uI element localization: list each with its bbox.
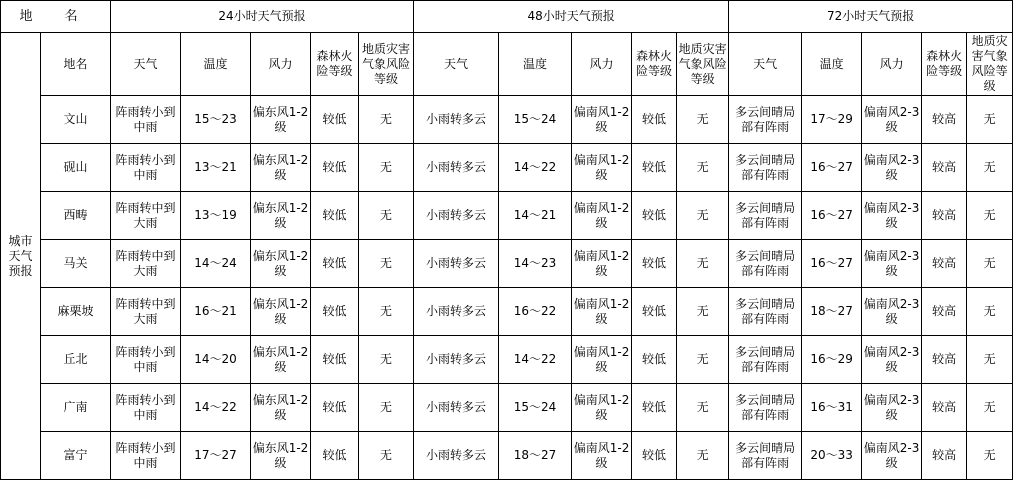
cell-fire-48h: 较低 (632, 336, 677, 384)
cell-temp-48h: 14～22 (499, 144, 572, 192)
subheader-temp-48h: 温度 (499, 33, 572, 96)
cell-weather-72h: 多云间晴局部有阵雨 (729, 144, 802, 192)
table-row (1, 144, 1013, 192)
cell-fire-24h: 较低 (311, 288, 359, 336)
place-header: 地 名 (1, 1, 111, 33)
cell-wind-72h: 偏南风2-3级 (862, 144, 922, 192)
cell-wind-72h: 偏南风2-3级 (862, 336, 922, 384)
cell-geo-72h: 无 (967, 432, 1013, 480)
cell-geo-24h: 无 (359, 288, 414, 336)
cell-wind-24h: 偏东风1-2级 (251, 336, 311, 384)
cell-geo-48h: 无 (677, 288, 729, 336)
cell-temp-72h: 16～27 (802, 240, 862, 288)
cell-wind-24h: 偏东风1-2级 (251, 432, 311, 480)
cell-wind-72h: 偏南风2-3级 (862, 192, 922, 240)
subheader-weather-48h: 天气 (414, 33, 499, 96)
cell-geo-48h: 无 (677, 96, 729, 144)
cell-wind-72h: 偏南风2-3级 (862, 288, 922, 336)
table-row (1, 192, 1013, 240)
cell-temp-48h: 14～22 (499, 336, 572, 384)
cell-weather-48h: 小雨转多云 (414, 432, 499, 480)
cell-weather-24h: 阵雨转小到中雨 (111, 432, 181, 480)
cell-fire-48h: 较低 (632, 192, 677, 240)
cell-weather-24h: 阵雨转小到中雨 (111, 336, 181, 384)
city-name: 马关 (41, 240, 111, 288)
cell-weather-48h: 小雨转多云 (414, 240, 499, 288)
table-row (1, 240, 1013, 288)
cell-weather-48h: 小雨转多云 (414, 384, 499, 432)
cell-geo-24h: 无 (359, 96, 414, 144)
cell-wind-48h: 偏南风1-2级 (572, 240, 632, 288)
cell-weather-48h: 小雨转多云 (414, 96, 499, 144)
cell-fire-48h: 较低 (632, 432, 677, 480)
cell-weather-48h: 小雨转多云 (414, 192, 499, 240)
cell-temp-48h: 14～23 (499, 240, 572, 288)
subheader-temp-72h: 温度 (802, 33, 862, 96)
cell-weather-72h: 多云间晴局部有阵雨 (729, 432, 802, 480)
cell-fire-72h: 较高 (922, 240, 967, 288)
cell-geo-72h: 无 (967, 384, 1013, 432)
cell-temp-72h: 16～31 (802, 384, 862, 432)
cell-geo-72h: 无 (967, 144, 1013, 192)
cell-wind-24h: 偏东风1-2级 (251, 192, 311, 240)
cell-geo-72h: 无 (967, 96, 1013, 144)
city-name: 丘北 (41, 336, 111, 384)
cell-weather-24h: 阵雨转中到大雨 (111, 192, 181, 240)
cell-geo-24h: 无 (359, 336, 414, 384)
subheader-geo-24h: 地质灾害气象风险等级 (359, 33, 414, 96)
cell-wind-72h: 偏南风2-3级 (862, 240, 922, 288)
cell-fire-24h: 较低 (311, 336, 359, 384)
cell-temp-72h: 20～33 (802, 432, 862, 480)
cell-wind-48h: 偏南风1-2级 (572, 432, 632, 480)
cell-temp-24h: 14～24 (181, 240, 251, 288)
cell-temp-48h: 16～22 (499, 288, 572, 336)
cell-wind-48h: 偏南风1-2级 (572, 384, 632, 432)
cell-temp-72h: 16～27 (802, 144, 862, 192)
cell-fire-24h: 较低 (311, 384, 359, 432)
cell-wind-48h: 偏南风1-2级 (572, 288, 632, 336)
subheader-wind-24h: 风力 (251, 33, 311, 96)
subheader-geo-48h: 地质灾害气象风险等级 (677, 33, 729, 96)
cell-fire-24h: 较低 (311, 144, 359, 192)
cell-geo-24h: 无 (359, 144, 414, 192)
cell-weather-24h: 阵雨转小到中雨 (111, 96, 181, 144)
cell-wind-24h: 偏东风1-2级 (251, 240, 311, 288)
cell-wind-72h: 偏南风2-3级 (862, 384, 922, 432)
cell-geo-24h: 无 (359, 384, 414, 432)
cell-fire-24h: 较低 (311, 240, 359, 288)
cell-fire-72h: 较高 (922, 432, 967, 480)
cell-weather-72h: 多云间晴局部有阵雨 (729, 288, 802, 336)
table-row (1, 288, 1013, 336)
subheader-geo-72h: 地质灾害气象风险等级 (967, 33, 1013, 96)
cell-weather-48h: 小雨转多云 (414, 288, 499, 336)
subheader-fire-24h: 森林火险等级 (311, 33, 359, 96)
cell-geo-72h: 无 (967, 192, 1013, 240)
cell-weather-72h: 多云间晴局部有阵雨 (729, 96, 802, 144)
cell-fire-72h: 较高 (922, 192, 967, 240)
cell-geo-48h: 无 (677, 144, 729, 192)
city-name: 文山 (41, 96, 111, 144)
table-row (1, 336, 1013, 384)
city-forecast-row-label: 城市天气预报 (1, 33, 41, 480)
table-row (1, 384, 1013, 432)
cell-wind-72h: 偏南风2-3级 (862, 96, 922, 144)
cell-wind-24h: 偏东风1-2级 (251, 96, 311, 144)
cell-fire-24h: 较低 (311, 96, 359, 144)
cell-geo-24h: 无 (359, 432, 414, 480)
cell-fire-24h: 较低 (311, 432, 359, 480)
cell-geo-72h: 无 (967, 336, 1013, 384)
cell-geo-48h: 无 (677, 336, 729, 384)
cell-geo-24h: 无 (359, 192, 414, 240)
cell-geo-72h: 无 (967, 240, 1013, 288)
city-name: 砚山 (41, 144, 111, 192)
group-header-72h: 72小时天气预报 (729, 1, 1013, 33)
cell-fire-72h: 较高 (922, 144, 967, 192)
cell-temp-24h: 13～19 (181, 192, 251, 240)
cell-wind-24h: 偏东风1-2级 (251, 288, 311, 336)
cell-temp-24h: 17～27 (181, 432, 251, 480)
cell-temp-24h: 14～22 (181, 384, 251, 432)
cell-temp-48h: 15～24 (499, 96, 572, 144)
cell-fire-48h: 较低 (632, 288, 677, 336)
subheader-wind-72h: 风力 (862, 33, 922, 96)
cell-temp-24h: 15～23 (181, 96, 251, 144)
cell-temp-48h: 14～21 (499, 192, 572, 240)
cell-wind-48h: 偏南风1-2级 (572, 96, 632, 144)
table-row (1, 432, 1013, 480)
cell-fire-72h: 较高 (922, 336, 967, 384)
cell-weather-72h: 多云间晴局部有阵雨 (729, 384, 802, 432)
cell-geo-48h: 无 (677, 192, 729, 240)
city-name: 广南 (41, 384, 111, 432)
cell-weather-24h: 阵雨转小到中雨 (111, 144, 181, 192)
cell-geo-48h: 无 (677, 432, 729, 480)
cell-temp-24h: 13～21 (181, 144, 251, 192)
cell-wind-72h: 偏南风2-3级 (862, 432, 922, 480)
cell-fire-48h: 较低 (632, 240, 677, 288)
city-name: 西畴 (41, 192, 111, 240)
cell-temp-24h: 14～20 (181, 336, 251, 384)
subheader-temp-24h: 温度 (181, 33, 251, 96)
cell-fire-72h: 较高 (922, 384, 967, 432)
group-header-24h: 24小时天气预报 (111, 1, 414, 33)
cell-wind-24h: 偏东风1-2级 (251, 144, 311, 192)
cell-weather-24h: 阵雨转中到大雨 (111, 288, 181, 336)
cell-temp-72h: 17～29 (802, 96, 862, 144)
cell-geo-48h: 无 (677, 240, 729, 288)
cell-temp-48h: 18～27 (499, 432, 572, 480)
cell-temp-72h: 18～27 (802, 288, 862, 336)
cell-weather-24h: 阵雨转小到中雨 (111, 384, 181, 432)
cell-wind-48h: 偏南风1-2级 (572, 144, 632, 192)
subheader-weather-24h: 天气 (111, 33, 181, 96)
header-row-sub (1, 33, 1013, 96)
cell-fire-72h: 较高 (922, 288, 967, 336)
city-name: 富宁 (41, 432, 111, 480)
cell-fire-48h: 较低 (632, 384, 677, 432)
cell-temp-48h: 15～24 (499, 384, 572, 432)
cell-temp-24h: 16～21 (181, 288, 251, 336)
header-row-top (1, 1, 1013, 33)
city-name: 麻栗坡 (41, 288, 111, 336)
cell-wind-48h: 偏南风1-2级 (572, 192, 632, 240)
group-header-48h: 48小时天气预报 (414, 1, 729, 33)
cell-weather-48h: 小雨转多云 (414, 144, 499, 192)
cell-weather-24h: 阵雨转中到大雨 (111, 240, 181, 288)
subheader-fire-48h: 森林火险等级 (632, 33, 677, 96)
table-row (1, 96, 1013, 144)
cell-weather-72h: 多云间晴局部有阵雨 (729, 192, 802, 240)
subheader-wind-48h: 风力 (572, 33, 632, 96)
subheader-fire-72h: 森林火险等级 (922, 33, 967, 96)
cell-weather-72h: 多云间晴局部有阵雨 (729, 336, 802, 384)
cell-fire-72h: 较高 (922, 96, 967, 144)
cell-geo-72h: 无 (967, 288, 1013, 336)
cell-temp-72h: 16～27 (802, 192, 862, 240)
cell-weather-72h: 多云间晴局部有阵雨 (729, 240, 802, 288)
cell-geo-24h: 无 (359, 240, 414, 288)
subheader-weather-72h: 天气 (729, 33, 802, 96)
cell-geo-48h: 无 (677, 384, 729, 432)
cell-weather-48h: 小雨转多云 (414, 336, 499, 384)
cell-fire-48h: 较低 (632, 96, 677, 144)
cell-fire-24h: 较低 (311, 192, 359, 240)
subheader-name: 地名 (41, 33, 111, 96)
cell-fire-48h: 较低 (632, 144, 677, 192)
cell-wind-24h: 偏东风1-2级 (251, 384, 311, 432)
cell-temp-72h: 16～29 (802, 336, 862, 384)
cell-wind-48h: 偏南风1-2级 (572, 336, 632, 384)
